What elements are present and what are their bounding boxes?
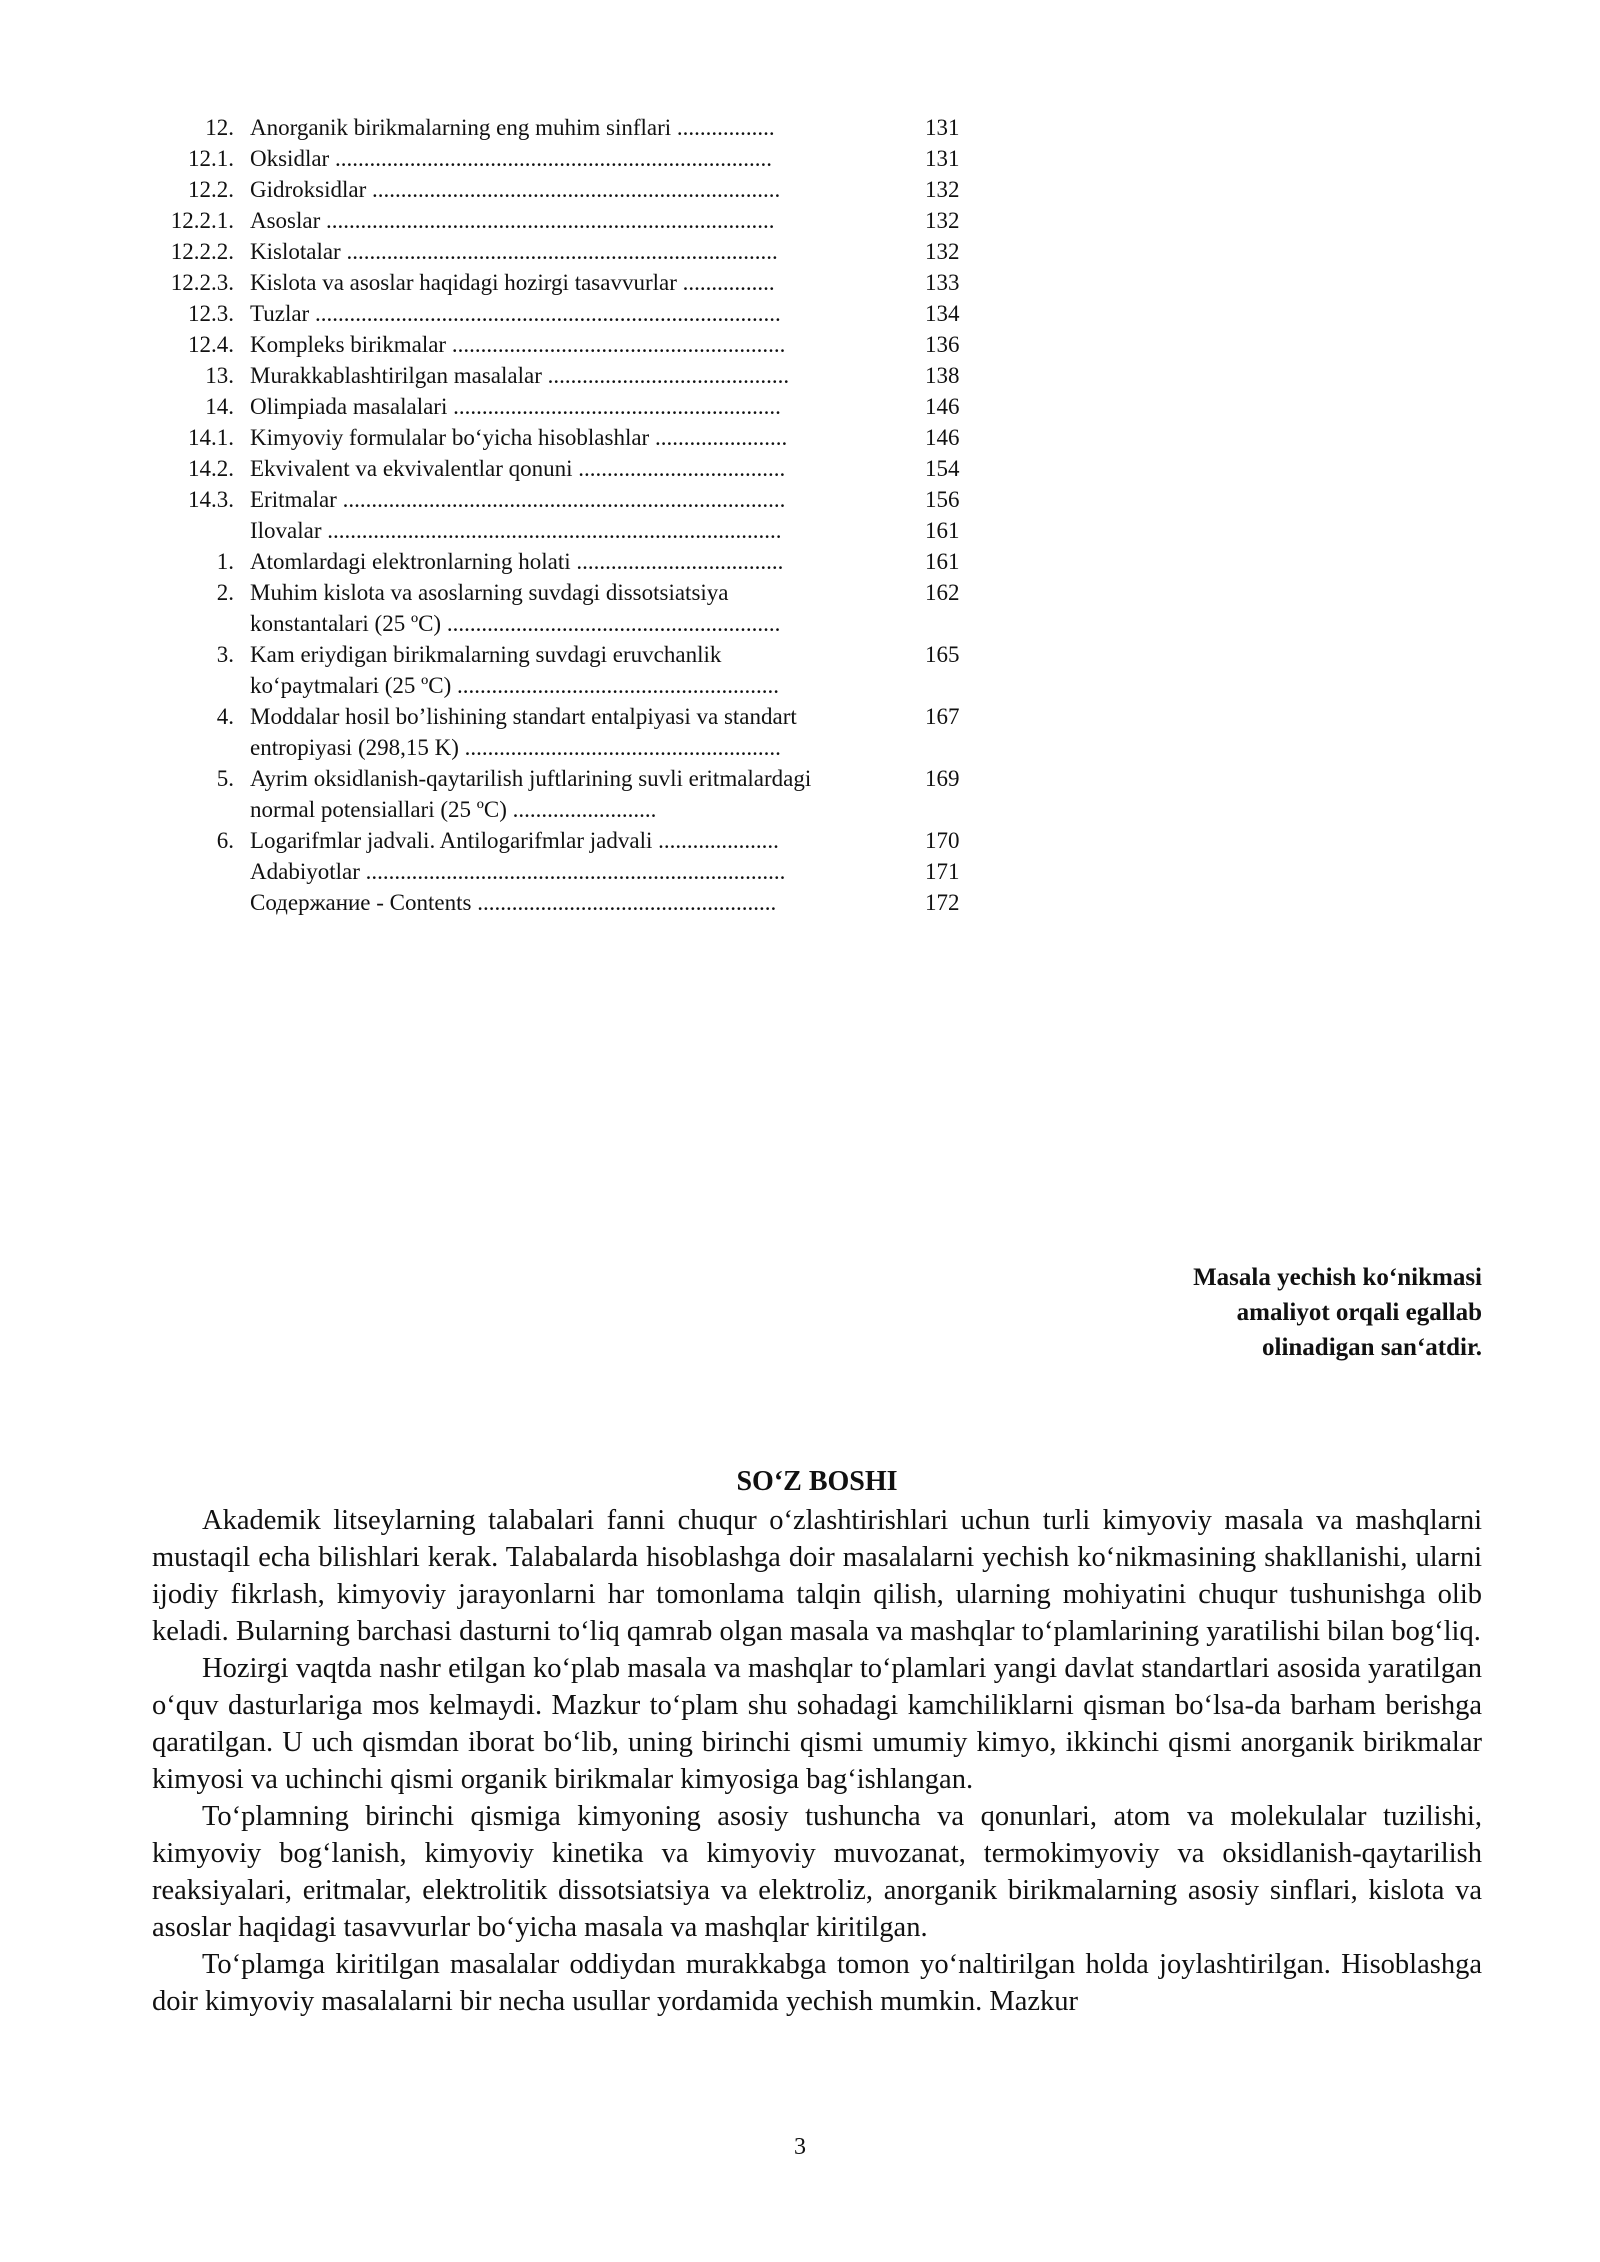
toc-entry-page: 171	[925, 859, 960, 884]
table-of-contents	[150, 112, 1050, 918]
toc-entry-number: 12.1.	[188, 146, 234, 171]
toc-entry-page: 131	[925, 146, 960, 171]
preface-paragraph: Akademik litseylarning talabalari fanni chuqur o‘zlashtirishlari uchun turli kimyoviy masala va mashqlarni mustaqil echa bilishlari kerak. Talabalarda hisoblashga doir masalalarni yechish ko‘nikmasining shakllanishi, ularni ijodiy fikrlash, kimyoviy jarayonlarni har tomonlama talqin qilish, ularning mohiyatini chuqur tushunishga olib keladi. Bularning barchasi dasturni to‘liq qamrab olgan masala va mashqlar to‘plamlarining yaratilishi bilan bog‘liq.	[152, 1505, 1482, 1647]
toc-entry-page: 131	[925, 115, 960, 140]
toc-entry-number: 2.	[216, 580, 234, 605]
toc-entry-number: 12.2.3.	[170, 270, 234, 295]
toc-entry	[150, 174, 1050, 205]
toc-entry-title: Kimyoviy formulalar bo‘yicha hisoblashlar .......................	[250, 425, 788, 450]
toc-entry-page: 146	[925, 425, 960, 450]
toc-entry-page: 138	[925, 363, 960, 388]
toc-entry	[150, 825, 1050, 856]
toc-entry	[150, 887, 1050, 918]
toc-entry-number: 14.1.	[188, 425, 234, 450]
toc-entry-page: 132	[925, 177, 960, 202]
toc-entry-title: Kam eriydigan birikmalarning suvdagi eruvchanlik ko‘paytmalari (25 ºC) ........................................................	[250, 642, 780, 698]
toc-entry-page: 165	[925, 642, 960, 667]
toc-entry-title: Oksidlar ............................................................................	[250, 146, 772, 171]
toc-entry-page: 134	[925, 301, 960, 326]
toc-entry	[150, 515, 1050, 546]
toc-entry-page: 170	[925, 828, 960, 853]
toc-entry-title: Logarifmlar jadvali. Antilogarifmlar jadvali .....................	[250, 828, 779, 853]
toc-entry-number: 14.3.	[188, 487, 234, 512]
toc-entry-number	[150, 515, 234, 546]
toc-entry	[150, 205, 1050, 236]
toc-entry-title: Moddalar hosil bo’lishining standart entalpiyasi va standart entropiyasi (298,15 K) .......................................................	[250, 704, 797, 760]
toc-entry-title: Tuzlar .................................................................................	[250, 301, 781, 326]
toc-entry	[150, 856, 1050, 887]
toc-entry-page: 132	[925, 239, 960, 264]
toc-entry	[150, 484, 1050, 515]
toc-entry-title: Anorganik birikmalarning eng muhim sinflari .................	[250, 115, 775, 140]
toc-entry	[150, 577, 1050, 639]
toc-entry-title: Kislotalar ...........................................................................	[250, 239, 778, 264]
toc-entry-page: 146	[925, 394, 960, 419]
epigraph-line: amaliyot orqali egallab	[1236, 1299, 1482, 1326]
epigraph-line: olinadigan san‘atdir.	[1262, 1334, 1482, 1361]
toc-entry-number	[150, 887, 234, 918]
toc-entry-title: Gidroksidlar .......................................................................	[250, 177, 781, 202]
toc-entry	[150, 701, 1050, 763]
preface-paragraph: Hozirgi vaqtda nashr etilgan ko‘plab masala va mashqlar to‘plamlari yangi davlat standartlari asosida yaratilgan o‘quv dasturlariga mos kelmaydi. Mazkur to‘plam shu sohadagi kamchiliklarni qisman bo‘lsa-da barham berishga qaratilgan. U uch qismdan iborat bo‘lib, uning birinchi qismi umumiy kimyo, ikkinchi qismi anorganik birikmalar kimyosi va uchinchi qismi organik birikmalar kimyosiga bag‘ishlangan.	[152, 1653, 1482, 1795]
toc-entry-page: 154	[925, 456, 960, 481]
toc-entry-title: Atomlardagi elektronlarning holati ....................................	[250, 549, 784, 574]
toc-entry-number: 6.	[216, 828, 234, 853]
toc-entry-number: 12.	[205, 115, 234, 140]
toc-entry	[150, 453, 1050, 484]
preface-paragraph: To‘plamning birinchi qismiga kimyoning asosiy tushuncha va qonunlari, atom va molekulalar tuzilishi, kimyoviy bog‘lanish, kimyoviy kinetika va kimyoviy muvozanat, termokimyoviy va oksidlanish-qaytarilish reaksiyalari, eritmalar, elektrolitik dissotsiatsiya va elektroliz, anorganik birikmalarning asosiy sinflari, kislota va asoslar haqidagi tasavvurlar bo‘yicha masala va mashqlar kiritilgan.	[152, 1801, 1482, 1943]
preface-paragraph: To‘plamga kiritilgan masalalar oddiydan murakkabga tomon yo‘naltirilgan holda joylashtirilgan. Hisoblashga doir kimyoviy masalalarni bir necha usullar yordamida yechish mumkin. Mazkur	[152, 1949, 1482, 2017]
toc-entry-number: 13.	[205, 363, 234, 388]
toc-entry	[150, 267, 1050, 298]
toc-entry-title: Murakkablashtirilgan masalalar ..........................................	[250, 363, 790, 388]
toc-entry-number: 1.	[216, 549, 234, 574]
toc-entry	[150, 112, 1050, 143]
toc-entry-page: 167	[925, 704, 960, 729]
toc-entry-title: Kislota va asoslar haqidagi hozirgi tasavvurlar ................	[250, 270, 775, 295]
toc-entry	[150, 546, 1050, 577]
toc-entry-title: Asoslar ..............................................................................	[250, 208, 775, 233]
toc-entry	[150, 143, 1050, 174]
toc-entry-number: 14.2.	[188, 456, 234, 481]
toc-entry-title: Eritmalar .............................................................................	[250, 487, 786, 512]
toc-entry-page: 156	[925, 487, 960, 512]
toc-entry-page: 172	[925, 890, 960, 915]
toc-entry-title: Ekvivalent va ekvivalentlar qonuni ....................................	[250, 456, 786, 481]
toc-entry-page: 161	[925, 549, 960, 574]
toc-entry-title: Adabiyotlar .........................................................................	[250, 859, 786, 884]
page-number: 3	[794, 2134, 806, 2160]
toc-entry-page: 161	[925, 518, 960, 543]
toc-entry	[150, 422, 1050, 453]
toc-entry-title: Содержание - Contents ....................................................	[250, 890, 777, 915]
toc-entry-number: 12.4.	[188, 332, 234, 357]
toc-entry-title: Ilovalar ...............................................................................	[250, 518, 782, 543]
preface-body	[152, 1502, 1482, 2020]
toc-entry-number: 12.3.	[188, 301, 234, 326]
toc-entry-page: 132	[925, 208, 960, 233]
toc-entry-number: 12.2.	[188, 177, 234, 202]
epigraph-line: Masala yechish ko‘nikmasi	[1193, 1264, 1482, 1291]
toc-entry-number: 12.2.2.	[170, 239, 234, 264]
toc-entry-page: 169	[925, 766, 960, 791]
toc-entry-page: 133	[925, 270, 960, 295]
toc-entry-number	[150, 856, 234, 887]
toc-entry-number: 14.	[205, 394, 234, 419]
toc-entry-title: Ayrim oksidlanish-qaytarilish juftlarining suvli eritmalardagi normal potensiallari (25 ºC) .........................	[250, 766, 812, 822]
toc-entry-number: 12.2.1.	[170, 208, 234, 233]
toc-entry	[150, 329, 1050, 360]
toc-entry	[150, 391, 1050, 422]
toc-entry	[150, 236, 1050, 267]
toc-entry-number: 4.	[216, 704, 234, 729]
toc-entry-title: Muhim kislota va asoslarning suvdagi dissotsiatsiya konstantalari (25 ºC) ..........................................................	[250, 580, 781, 636]
toc-entry	[150, 763, 1050, 825]
toc-entry	[150, 360, 1050, 391]
toc-entry	[150, 639, 1050, 701]
toc-entry-title: Olimpiada masalalari .........................................................	[250, 394, 781, 419]
toc-entry-number: 3.	[216, 642, 234, 667]
toc-entry-number: 5.	[216, 766, 234, 791]
toc-entry	[150, 298, 1050, 329]
toc-entry-title: Kompleks birikmalar ..........................................................	[250, 332, 786, 357]
epigraph	[1193, 1260, 1482, 1365]
preface-heading: SO‘Z BOSHI	[736, 1466, 898, 1497]
toc-entry-page: 136	[925, 332, 960, 357]
toc-entry-page: 162	[925, 580, 960, 605]
